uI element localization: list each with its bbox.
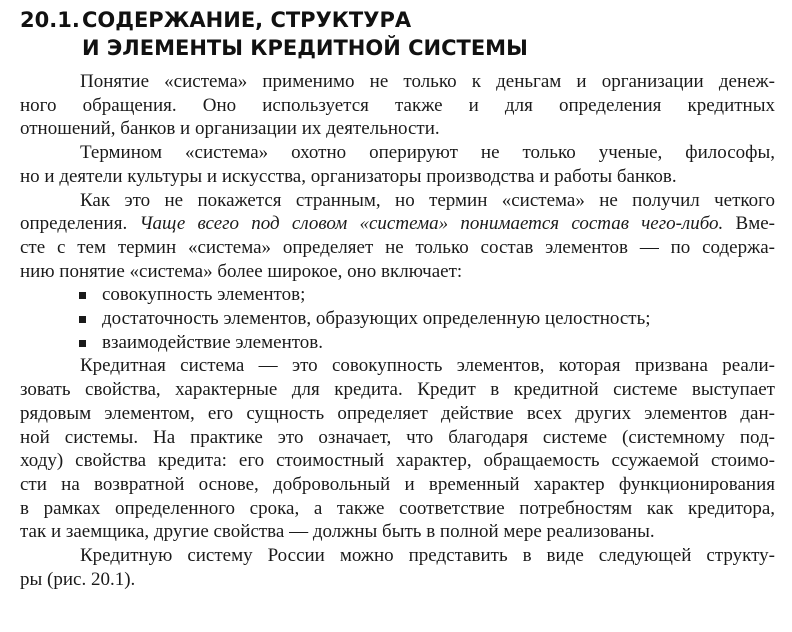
paragraph-line: сте с тем термин «система» определяет не только состав элементов — по содержа-	[20, 236, 775, 258]
paragraph-line: ходу) свойства кредита: его стоимостный характер, обращаемость ссужаемой стоимо-	[20, 450, 775, 472]
paragraph-line: так и заемщика, другие свойства — должны быть в полной мере реализованы.	[20, 521, 655, 543]
section-number: 20.1.	[20, 8, 80, 32]
section-heading	[20, 6, 528, 62]
paragraph-line: Кредитную систему России можно представить в виде следующей структу-	[80, 545, 775, 567]
heading-line-1	[20, 6, 528, 34]
paragraph-line: отношений, банков и организации их деятельности.	[20, 118, 440, 140]
paragraph-line: нию понятие «система» более широкое, оно включает:	[20, 260, 463, 282]
body-text	[20, 70, 775, 591]
list-item-text: достаточность элементов, образующих определенную целостность;	[102, 308, 651, 330]
square-bullet-icon	[79, 340, 86, 347]
list-item-text: совокупность элементов;	[102, 284, 306, 306]
paragraph-line: ной системы. На практике это означает, что благодаря системе (системному под-	[20, 426, 775, 448]
list-item	[20, 307, 775, 331]
paragraph-line: в рамках определенного срока, а также соответствие потребностям как кредитора,	[20, 497, 775, 519]
paragraph-line: но и деятели культуры и искусства, организаторы производства и работы банков.	[20, 165, 677, 187]
list-item	[20, 331, 775, 355]
paragraph-3	[20, 189, 775, 284]
paragraph-line: ры (рис. 20.1).	[20, 568, 136, 590]
paragraph-4	[20, 354, 775, 544]
paragraph-line: сти на возвратной основе, добровольный и временный характер функционирования	[20, 473, 775, 495]
paragraph-2	[20, 141, 775, 188]
paragraph-line: Понятие «система» применимо не только к деньгам и организации денеж-	[80, 71, 775, 92]
paragraph-line-mixed	[20, 212, 775, 236]
text-italic-emphasis: Чаще всего под словом «система» понимается состав чего-либо.	[139, 213, 724, 235]
square-bullet-icon	[79, 316, 86, 323]
text-plain: определения.	[20, 213, 140, 235]
paragraph-line: Кредитная система — это совокупность элементов, которая призвана реали-	[80, 355, 775, 377]
heading-title-line-2: И ЭЛЕМЕНТЫ КРЕДИТНОЙ СИСТЕМЫ	[82, 36, 528, 60]
paragraph-line: ного обращения. Оно используется также и для определения кредитных	[20, 94, 775, 116]
list-item	[20, 283, 775, 307]
paragraph-line: зовать свойства, характерные для кредита. Кредит в кредитной системе выступает	[20, 379, 775, 401]
paragraph-line: Как это не покажется странным, но термин «система» не получил четкого	[80, 189, 775, 211]
list-item-text: взаимодействие элементов.	[102, 331, 324, 353]
paragraph-5	[20, 544, 775, 591]
text-plain: Вме-	[723, 213, 775, 235]
paragraph-1	[20, 70, 775, 141]
square-bullet-icon	[79, 292, 86, 299]
heading-title-line-1: СОДЕРЖАНИЕ, СТРУКТУРА	[82, 8, 412, 32]
paragraph-line: Термином «система» охотно оперируют не только ученые, философы,	[80, 142, 775, 164]
paragraph-line: рядовым элементом, его сущность определяет действие всех других элементов дан-	[20, 402, 775, 424]
bullet-list	[20, 283, 775, 354]
